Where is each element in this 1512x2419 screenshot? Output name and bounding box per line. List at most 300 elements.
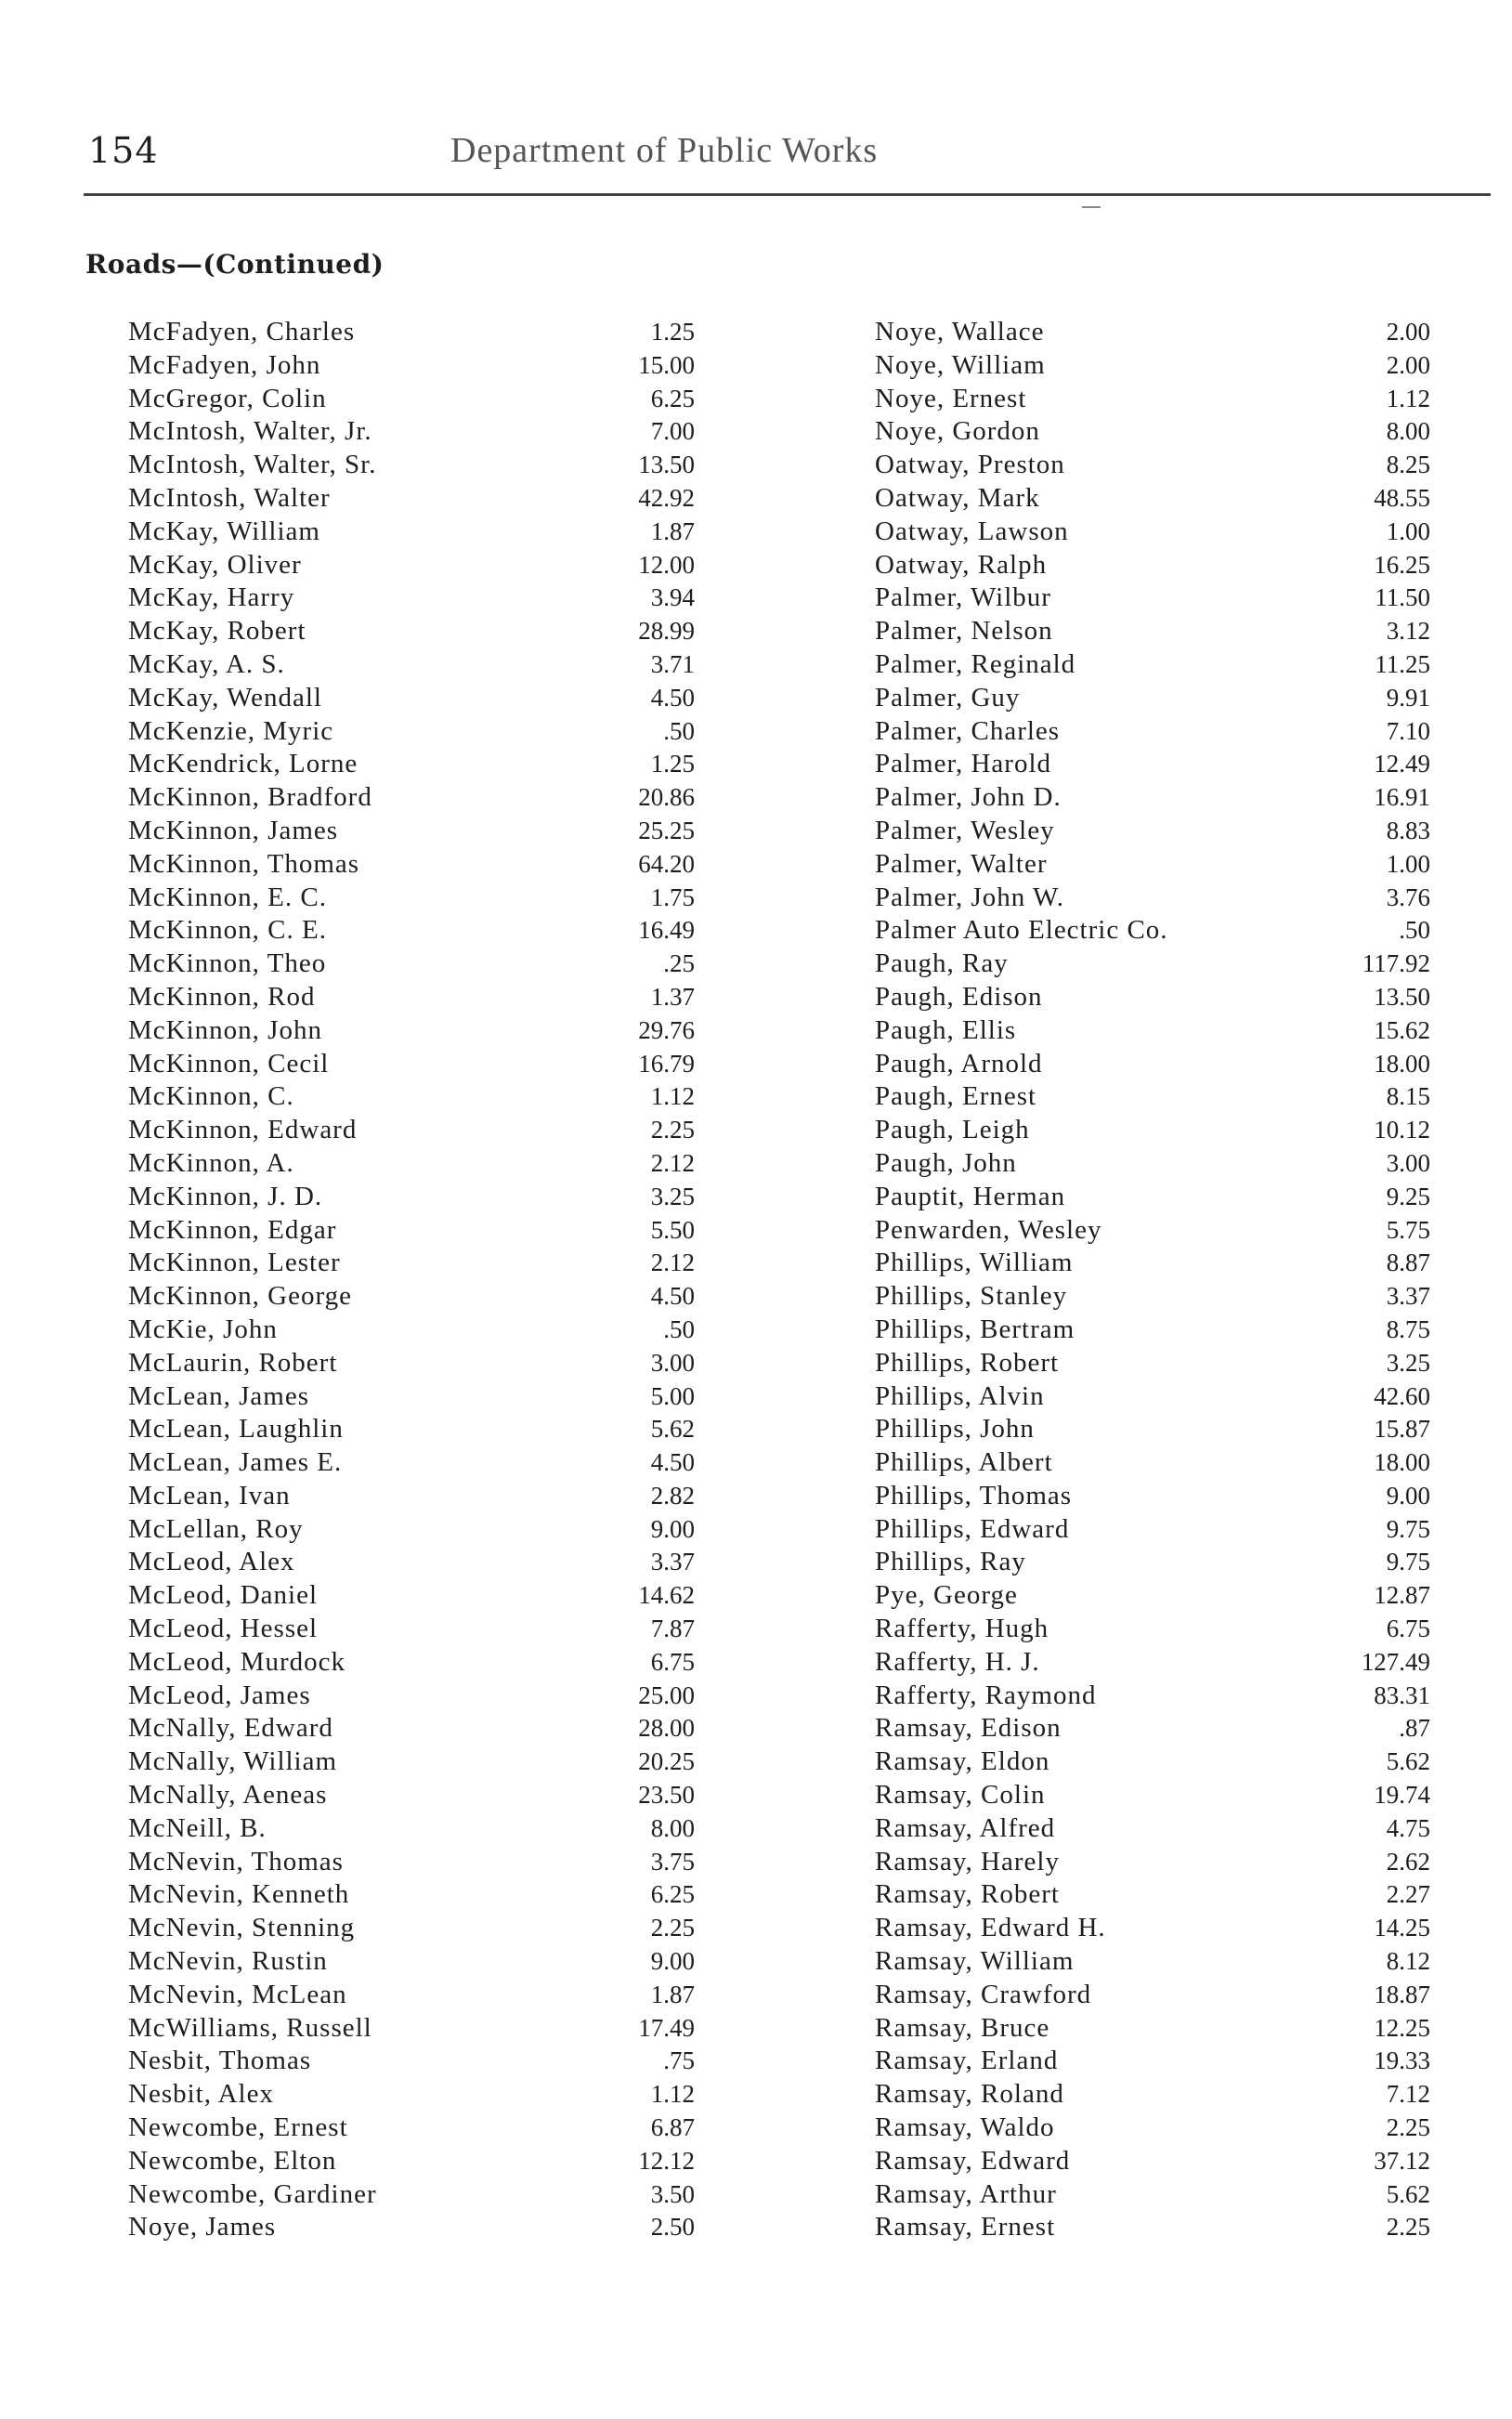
entry-name: Phillips, Albert (875, 1447, 1053, 1478)
entry-name: Ramsay, William (875, 1946, 1075, 1977)
entry-amount: .50 (663, 1314, 695, 1343)
entry-amount: 127.49 (1361, 1647, 1430, 1676)
entry-name: Paugh, Edison (875, 981, 1043, 1012)
list-item (128, 1979, 695, 2012)
entry-name: Oatway, Ralph (875, 549, 1048, 580)
list-item (875, 2145, 1430, 2178)
list-item (128, 1080, 695, 1114)
entry-name: Phillips, Thomas (875, 1480, 1073, 1510)
list-item (128, 1646, 695, 1680)
entry-amount: 2.82 (650, 1481, 695, 1510)
entry-name: Ramsay, Edward H. (875, 1913, 1106, 1943)
list-item (128, 1413, 695, 1446)
entry-amount: 8.83 (1386, 816, 1430, 844)
entry-name: Noye, Wallace (875, 317, 1045, 347)
page-number: 154 (88, 130, 159, 171)
list-item (128, 2112, 695, 2145)
entry-name: McKinnon, A. (128, 1147, 294, 1178)
entry-amount: 3.76 (1386, 883, 1430, 911)
entry-amount: 6.75 (1386, 1615, 1430, 1643)
list-item (128, 2211, 695, 2244)
entry-amount: 20.86 (638, 783, 695, 812)
list-item (875, 1646, 1430, 1680)
entry-amount: 5.62 (650, 1415, 695, 1444)
entry-amount: 1.12 (650, 1082, 695, 1111)
list-item (875, 1979, 1430, 2012)
entry-name: Oatway, Mark (875, 482, 1040, 513)
entry-name: McLeod, Murdock (128, 1646, 346, 1677)
entry-amount: 16.25 (1374, 550, 1430, 579)
list-item (875, 2012, 1430, 2046)
entry-name: Ramsay, Ernest (875, 2212, 1056, 2242)
entry-amount: 9.00 (650, 1514, 695, 1543)
list-item (128, 1579, 695, 1613)
list-item (875, 2112, 1430, 2145)
list-item (875, 349, 1430, 383)
list-item (128, 415, 695, 449)
list-item (128, 1779, 695, 1812)
running-title: Department of Public Works (450, 131, 879, 170)
list-item (128, 1912, 695, 1945)
entry-name: Palmer, Wesley (875, 815, 1055, 845)
list-item (128, 482, 695, 516)
entry-amount: 25.00 (638, 1680, 695, 1709)
entry-name: Palmer, Reginald (875, 648, 1076, 679)
entry-name: Ramsay, Edison (875, 1713, 1062, 1744)
entry-amount: 7.00 (650, 417, 695, 446)
list-item (128, 1048, 695, 1081)
list-item (875, 948, 1430, 981)
entry-name: Phillips, Edward (875, 1513, 1070, 1544)
entry-amount: 19.74 (1374, 1781, 1430, 1810)
entry-name: Oatway, Preston (875, 450, 1065, 480)
entry-amount: 3.00 (650, 1348, 695, 1377)
section-heading: Roads—(Continued) (85, 249, 385, 280)
list-item (128, 516, 695, 549)
entry-name: McIntosh, Walter (128, 482, 331, 513)
entry-amount: 12.12 (638, 2146, 695, 2175)
entry-name: McLean, Laughlin (128, 1414, 344, 1445)
entry-name: McKay, Robert (128, 616, 306, 647)
entry-amount: 4.75 (1386, 1813, 1430, 1842)
entry-amount: 2.62 (1386, 1847, 1430, 1876)
entry-name: Ramsay, Colin (875, 1780, 1046, 1811)
entry-amount: .75 (663, 2046, 695, 2075)
list-item (875, 1181, 1430, 1214)
entry-name: Penwarden, Wesley (875, 1214, 1102, 1245)
entry-amount: 1.25 (650, 750, 695, 778)
right-column (875, 316, 1430, 2244)
entry-name: Phillips, William (875, 1248, 1074, 1278)
list-item (128, 2145, 695, 2178)
entry-amount: 1.37 (650, 982, 695, 1011)
list-item (128, 1347, 695, 1380)
list-item (875, 682, 1430, 715)
entry-amount: 1.75 (650, 883, 695, 911)
entry-name: Nesbit, Thomas (128, 2046, 312, 2076)
entry-amount: 8.87 (1386, 1249, 1430, 1277)
entry-name: McKie, John (128, 1314, 278, 1344)
list-item (128, 1280, 695, 1314)
entry-name: Paugh, Leigh (875, 1115, 1030, 1145)
entry-name: McKinnon, John (128, 1014, 322, 1045)
list-item (128, 781, 695, 815)
entry-name: McNevin, Kenneth (128, 1879, 350, 1910)
entry-amount: 3.50 (650, 2179, 695, 2208)
list-item (875, 2178, 1430, 2212)
entry-name: Ramsay, Harely (875, 1846, 1060, 1876)
entry-name: Newcombe, Gardiner (128, 2178, 377, 2209)
entry-amount: 16.49 (638, 916, 695, 945)
entry-amount: 5.62 (1386, 2179, 1430, 2208)
list-item (128, 1945, 695, 1979)
entry-amount: 1.87 (650, 516, 695, 545)
list-item (875, 1347, 1430, 1380)
list-item (128, 1114, 695, 1147)
entry-amount: 25.25 (638, 816, 695, 844)
entry-amount: 9.91 (1386, 683, 1430, 712)
entry-amount: 64.20 (638, 849, 695, 878)
entry-name: McNevin, Rustin (128, 1946, 328, 1977)
entry-amount: 5.50 (650, 1215, 695, 1244)
entry-name: Palmer, Walter (875, 848, 1048, 879)
entry-amount: 15.87 (1374, 1415, 1430, 1444)
entry-amount: 1.00 (1386, 849, 1430, 878)
entry-amount: 3.00 (1386, 1148, 1430, 1177)
entry-name: McNally, Aeneas (128, 1780, 328, 1811)
list-item (875, 1746, 1430, 1779)
list-item (875, 1579, 1430, 1613)
entry-name: McLean, Ivan (128, 1480, 291, 1510)
entry-name: Ramsay, Bruce (875, 2012, 1050, 2043)
list-item (128, 648, 695, 682)
list-item (875, 1480, 1430, 1513)
entry-name: Ramsay, Waldo (875, 2112, 1055, 2143)
list-item (128, 1712, 695, 1746)
entry-name: McKinnon, Thomas (128, 848, 360, 879)
entry-amount: 1.00 (1386, 516, 1430, 545)
entry-amount: 8.75 (1386, 1314, 1430, 1343)
entry-amount: 8.00 (650, 1813, 695, 1842)
entry-name: McKinnon, E. C. (128, 882, 327, 912)
list-item (875, 648, 1430, 682)
entry-name: Rafferty, Hugh (875, 1614, 1049, 1644)
page-header (88, 130, 1481, 195)
list-item (128, 1546, 695, 1579)
entry-amount: 3.25 (1386, 1348, 1430, 1377)
list-item (128, 748, 695, 781)
entry-name: McLean, James (128, 1380, 309, 1411)
entry-name: McIntosh, Walter, Jr. (128, 416, 372, 447)
entry-name: McLean, James E. (128, 1447, 343, 1478)
entry-amount: 7.12 (1386, 2080, 1430, 2109)
entry-name: McLeod, Daniel (128, 1580, 319, 1611)
list-item (875, 383, 1430, 416)
entry-amount: 12.87 (1374, 1581, 1430, 1610)
list-item (875, 615, 1430, 648)
list-item (875, 1546, 1430, 1579)
list-item (128, 449, 695, 482)
entry-amount: 12.00 (638, 550, 695, 579)
entry-amount: 8.15 (1386, 1082, 1430, 1111)
list-item (875, 781, 1430, 815)
entry-name: Oatway, Lawson (875, 516, 1069, 546)
entry-name: Noye, Gordon (875, 416, 1040, 447)
entry-name: Phillips, Ray (875, 1547, 1026, 1577)
entry-name: Noye, James (128, 2212, 277, 2242)
entry-name: Palmer Auto Electric Co. (875, 915, 1168, 946)
entry-name: McKinnon, Cecil (128, 1048, 330, 1079)
entry-name: McKay, Wendall (128, 682, 322, 713)
entry-amount: 2.27 (1386, 1880, 1430, 1909)
list-item (875, 1214, 1430, 1248)
entry-amount: 42.92 (638, 483, 695, 512)
list-item (128, 1014, 695, 1048)
entry-amount: 2.12 (650, 1148, 695, 1177)
entry-amount: 13.50 (638, 451, 695, 479)
entry-amount: 9.25 (1386, 1182, 1430, 1210)
header-rule (84, 193, 1491, 196)
entry-name: Phillips, Stanley (875, 1281, 1068, 1312)
list-item (875, 1945, 1430, 1979)
list-item (875, 1446, 1430, 1480)
list-item (128, 848, 695, 882)
list-item (128, 882, 695, 915)
entry-name: McKinnon, Rod (128, 981, 316, 1012)
list-item (875, 1812, 1430, 1846)
entry-amount: 1.25 (650, 318, 695, 346)
entry-name: Ramsay, Alfred (875, 1812, 1056, 1843)
entry-name: Palmer, Charles (875, 715, 1061, 746)
entry-amount: 14.25 (1374, 1914, 1430, 1942)
entry-amount: 8.00 (1386, 417, 1430, 446)
list-item (875, 1712, 1430, 1746)
entry-amount: 3.94 (650, 583, 695, 612)
entry-amount: 3.37 (650, 1548, 695, 1576)
entry-name: Phillips, Robert (875, 1347, 1060, 1378)
list-item (128, 2012, 695, 2046)
entry-name: Palmer, Wilbur (875, 582, 1051, 613)
entry-name: McKinnon, J. D. (128, 1181, 323, 1211)
entry-name: McKinnon, Lester (128, 1248, 341, 1278)
entry-amount: 16.91 (1374, 783, 1430, 812)
entry-amount: 18.00 (1374, 1049, 1430, 1078)
entry-name: McNally, William (128, 1746, 338, 1777)
list-item (875, 2211, 1430, 2244)
entry-amount: 18.00 (1374, 1448, 1430, 1477)
list-item (875, 1280, 1430, 1314)
entry-amount: 5.00 (650, 1381, 695, 1410)
list-item (875, 1048, 1430, 1081)
entry-amount: 2.25 (1386, 2213, 1430, 2242)
list-item (128, 383, 695, 416)
entry-amount: 28.00 (638, 1714, 695, 1743)
list-item (875, 1613, 1430, 1646)
entry-name: Paugh, Ellis (875, 1014, 1017, 1045)
entry-name: Paugh, Arnold (875, 1048, 1043, 1079)
list-item (875, 815, 1430, 848)
list-item (128, 349, 695, 383)
list-item (128, 549, 695, 582)
entry-name: McKay, Harry (128, 582, 295, 613)
list-item (128, 1480, 695, 1513)
entry-name: Ramsay, Erland (875, 2046, 1059, 2076)
list-item (128, 2178, 695, 2212)
entry-name: Phillips, Bertram (875, 1314, 1075, 1344)
entry-amount: 37.12 (1374, 2146, 1430, 2175)
entry-amount: 9.00 (1386, 1481, 1430, 1510)
entry-name: McKenzie, Myric (128, 715, 334, 746)
entry-amount: .25 (663, 949, 695, 978)
entry-amount: 4.50 (650, 1448, 695, 1477)
entry-name: McNally, Edward (128, 1713, 333, 1744)
entry-name: Ramsay, Roland (875, 2079, 1064, 2110)
list-item (875, 582, 1430, 615)
entry-name: Nesbit, Alex (128, 2079, 274, 2110)
list-item (875, 516, 1430, 549)
list-item (128, 1812, 695, 1846)
entry-name: Palmer, John D. (875, 782, 1062, 813)
list-item (128, 1380, 695, 1414)
entry-amount: 19.33 (1374, 2046, 1430, 2075)
entry-amount: 11.50 (1375, 583, 1430, 612)
list-item (128, 1613, 695, 1646)
entry-amount: 9.75 (1386, 1514, 1430, 1543)
entry-name: Ramsay, Edward (875, 2145, 1071, 2176)
entry-amount: 17.49 (638, 2013, 695, 2042)
entry-amount: 83.31 (1374, 1680, 1430, 1709)
list-item (875, 1680, 1430, 1713)
entry-amount: 11.25 (1375, 649, 1430, 678)
list-item (875, 748, 1430, 781)
entry-amount: 2.00 (1386, 350, 1430, 379)
entry-name: McKinnon, George (128, 1281, 352, 1312)
entry-name: McNevin, McLean (128, 1979, 347, 2009)
entry-amount: 2.12 (650, 1249, 695, 1277)
entry-amount: 2.25 (1386, 2113, 1430, 2142)
entry-name: Palmer, John W. (875, 882, 1064, 912)
list-item (875, 1779, 1430, 1812)
list-item (128, 914, 695, 948)
entry-amount: 2.00 (1386, 318, 1430, 346)
list-item (875, 482, 1430, 516)
list-item (128, 1147, 695, 1181)
entry-name: McKinnon, Edward (128, 1115, 358, 1145)
entry-amount: 2.50 (650, 2213, 695, 2242)
list-item (128, 615, 695, 648)
entry-amount: 15.00 (638, 350, 695, 379)
list-item (128, 2078, 695, 2112)
list-item (128, 1680, 695, 1713)
list-item (875, 882, 1430, 915)
entry-amount: 48.55 (1374, 483, 1430, 512)
list-item (128, 1314, 695, 1347)
entry-amount: 13.50 (1374, 982, 1430, 1011)
entry-name: McKay, Oliver (128, 549, 302, 580)
header-rule-dash (1082, 206, 1101, 208)
list-item (875, 715, 1430, 749)
entry-amount: 6.25 (650, 384, 695, 412)
entry-amount: 42.60 (1374, 1381, 1430, 1410)
entry-name: Ramsay, Eldon (875, 1746, 1050, 1777)
entry-amount: 18.87 (1374, 1980, 1430, 2008)
entry-amount: 8.12 (1386, 1947, 1430, 1976)
list-item (128, 1513, 695, 1547)
entry-amount: 6.25 (650, 1880, 695, 1909)
entry-amount: 23.50 (638, 1781, 695, 1810)
entry-amount: 1.87 (650, 1980, 695, 2008)
list-item (875, 549, 1430, 582)
list-item (875, 1314, 1430, 1347)
list-item (875, 1513, 1430, 1547)
entry-name: McKinnon, Bradford (128, 782, 372, 813)
list-item (128, 1214, 695, 1248)
entry-name: Palmer, Guy (875, 682, 1021, 713)
entry-amount: 12.25 (1374, 2013, 1430, 2042)
entry-name: Pye, George (875, 1580, 1018, 1611)
entry-name: Pauptit, Herman (875, 1181, 1066, 1211)
entry-amount: 3.12 (1386, 617, 1430, 646)
entry-name: McNevin, Thomas (128, 1846, 344, 1876)
entry-name: McKay, A. S. (128, 648, 285, 679)
entry-amount: 1.12 (650, 2080, 695, 2109)
list-item (128, 815, 695, 848)
entry-amount: 3.71 (650, 649, 695, 678)
list-item (128, 1846, 695, 1879)
entry-amount: 3.37 (1386, 1282, 1430, 1311)
entry-amount: 1.12 (1386, 384, 1430, 412)
list-item (875, 914, 1430, 948)
list-item (128, 682, 695, 715)
entry-name: McLeod, James (128, 1680, 311, 1710)
list-item (875, 1413, 1430, 1446)
entry-amount: 5.75 (1386, 1215, 1430, 1244)
entry-name: Ramsay, Crawford (875, 1979, 1092, 2009)
entry-name: McKinnon, Theo (128, 948, 327, 979)
entry-name: McNeill, B. (128, 1812, 267, 1843)
entry-amount: 9.00 (650, 1947, 695, 1976)
entry-amount: 8.25 (1386, 451, 1430, 479)
list-item (128, 981, 695, 1014)
list-item (875, 1380, 1430, 1414)
list-item (875, 1147, 1430, 1181)
entry-name: McLellan, Roy (128, 1513, 304, 1544)
list-item (128, 2045, 695, 2078)
list-item (128, 1878, 695, 1912)
entry-name: Ramsay, Robert (875, 1879, 1060, 1910)
list-item (875, 2078, 1430, 2112)
list-item (128, 715, 695, 749)
list-item (875, 415, 1430, 449)
entry-amount: 15.62 (1374, 1015, 1430, 1044)
left-column (128, 316, 695, 2244)
entry-amount: 6.75 (650, 1647, 695, 1676)
entry-name: Newcombe, Ernest (128, 2112, 348, 2143)
entry-name: McFadyen, John (128, 349, 321, 380)
entry-name: Noye, Ernest (875, 383, 1027, 413)
entry-amount: 6.87 (650, 2113, 695, 2142)
entry-name: Noye, William (875, 349, 1046, 380)
list-item (875, 1247, 1430, 1280)
entry-name: Palmer, Nelson (875, 616, 1053, 647)
entry-name: McWilliams, Russell (128, 2012, 372, 2043)
list-item (128, 948, 695, 981)
list-item (875, 1912, 1430, 1945)
entry-name: McKinnon, Edgar (128, 1214, 337, 1245)
list-item (875, 1080, 1430, 1114)
list-item (875, 848, 1430, 882)
entry-name: Phillips, John (875, 1414, 1035, 1445)
